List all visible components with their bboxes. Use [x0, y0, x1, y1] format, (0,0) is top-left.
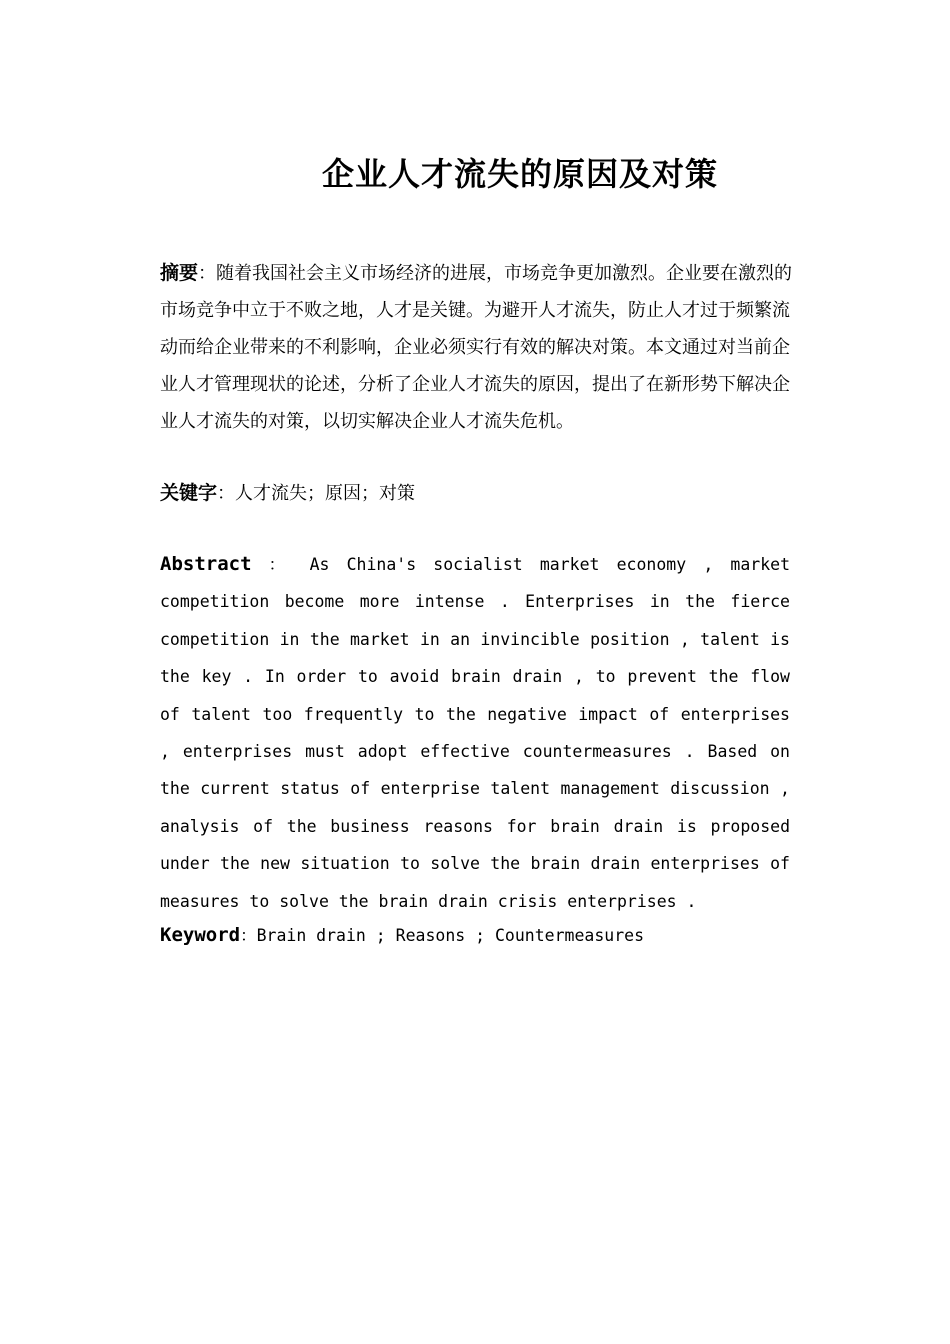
english-keywords [160, 918, 800, 953]
chinese-abstract-text: 随着我国社会主义市场经济的进展，市场竞争更加激烈。企业要在激烈的市场竞争中立于不败之地，人才是关键。为避开人才流失，防止人才过于频繁流动而给企业带来的不利影响，企业必须实行有效的解决对策。本文通过对当前企业人才管理现状的论述，分析了企业人才流失的原因，提出了在新形势下解决企业人才流失的对策，以切实解决企业人才流失危机。 [160, 263, 793, 432]
english-abstract-label: Abstract [160, 553, 252, 575]
english-abstract-text: As China's socialist market economy , market competition become more intense . Enterprises in the fierce competition in the market in an invincible position , talent is the key . In order to avoid brain drain , to prevent the flow of talent too frequently to the negative impact of enterprises , enterprises must adopt effective countermeasures . Based on the current status of enterprise talent management discussion , analysis of the business reasons for brain drain is proposed under the new situation to solve the brain drain enterprises of measures to solve the brain drain crisis enterprises . [160, 555, 791, 911]
chinese-keywords-text: 人才流失；原因；对策 [235, 483, 416, 504]
chinese-keywords [160, 476, 800, 511]
chinese-abstract-label: 摘要 [160, 262, 199, 284]
english-abstract [160, 546, 790, 920]
chinese-keywords-label: 关键字 [160, 482, 218, 504]
english-keywords-separator: ： [240, 926, 257, 945]
english-keywords-label: Keyword [160, 924, 241, 946]
chinese-abstract-separator: ： [198, 263, 217, 284]
english-abstract-separator: ： [251, 555, 293, 574]
english-keywords-text: Brain drain ; Reasons ; Countermeasures [256, 926, 644, 945]
chinese-abstract [160, 255, 800, 440]
chinese-keywords-separator: ： [217, 483, 236, 504]
page-title: 企业人才流失的原因及对策 [321, 155, 718, 193]
